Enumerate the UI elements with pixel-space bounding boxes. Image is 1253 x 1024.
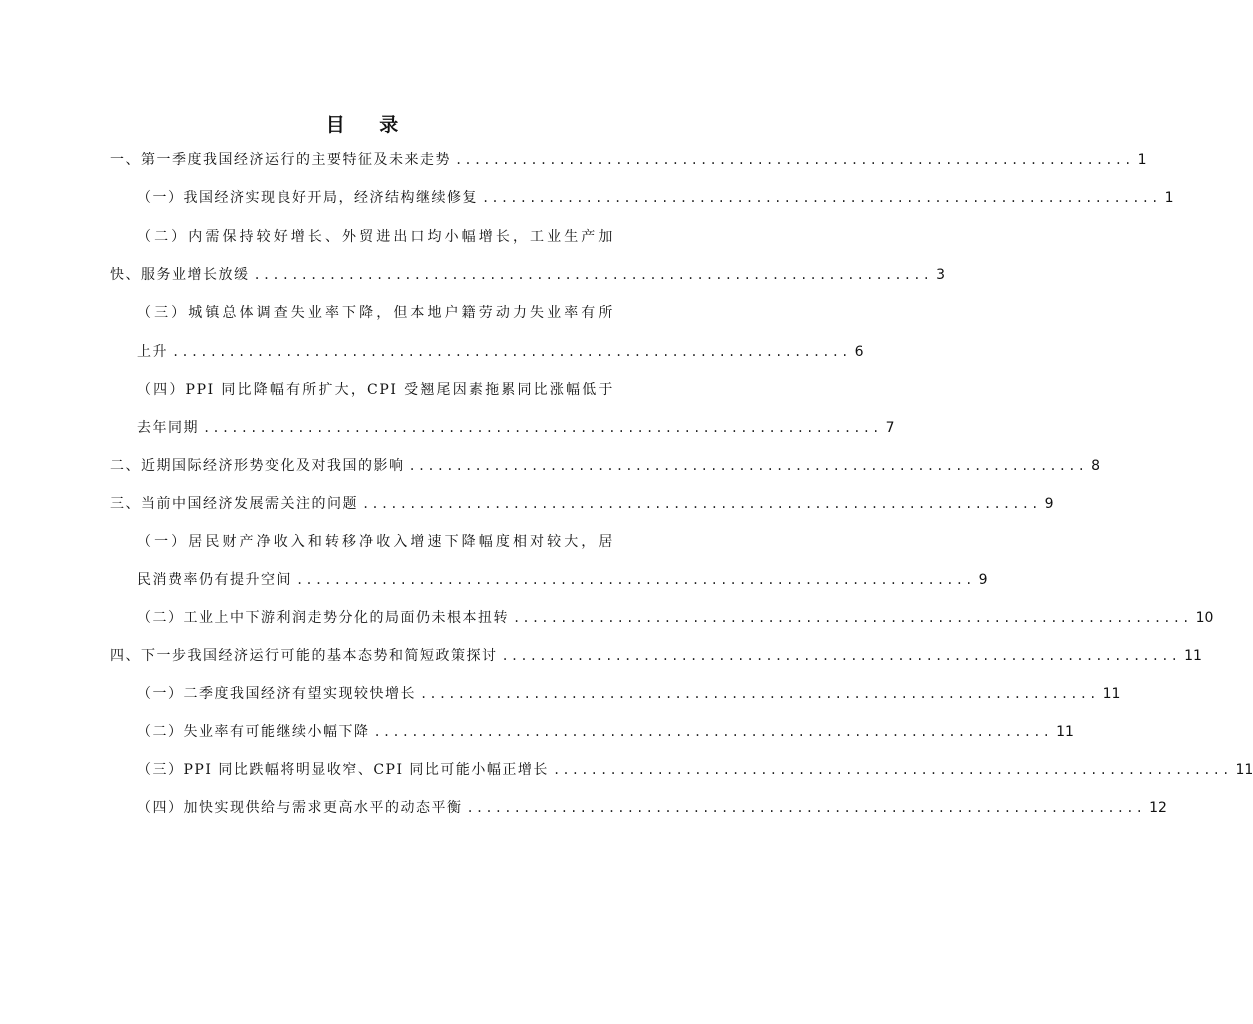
toc-entry[interactable]	[137, 796, 1167, 820]
toc-page-number: 7	[885, 420, 895, 436]
toc-page-number: 9	[1044, 496, 1054, 512]
toc-entry-text: （二）失业率有可能继续小幅下降	[137, 724, 370, 740]
toc-entry-line2[interactable]	[137, 340, 864, 364]
toc-leader-dots: ........................................................................	[296, 573, 975, 587]
toc-entry-text: 一、第一季度我国经济运行的主要特征及未来走势	[110, 152, 451, 168]
toc-leader-dots: ........................................................................	[373, 725, 1053, 739]
toc-entry-text: 三、当前中国经济发展需关注的问题	[110, 496, 358, 512]
toc-entry-text: （三）PPI 同比跌幅将明显收窄、CPI 同比可能小幅正增长	[137, 762, 549, 778]
toc-entry[interactable]	[137, 606, 1214, 630]
toc-leader-dots: ........................................................................	[501, 649, 1181, 663]
toc-leader-dots: ........................................................................	[482, 191, 1161, 205]
toc-entry-line1[interactable]	[137, 378, 614, 402]
toc-entry[interactable]	[110, 492, 1054, 516]
toc-entry-line2[interactable]	[110, 263, 945, 287]
toc-page-number: 1	[1137, 152, 1147, 168]
toc-entry[interactable]	[137, 720, 1074, 744]
toc-page-number: 11	[1102, 686, 1121, 702]
toc-entry-line2[interactable]	[137, 568, 988, 592]
toc-entry-text: 四、下一步我国经济运行可能的基本态势和简短政策探讨	[110, 648, 498, 664]
toc-page-number: 12	[1149, 800, 1167, 816]
toc-page-number: 3	[936, 267, 945, 283]
toc-page-number: 10	[1195, 610, 1214, 626]
toc-entry-text: （二）工业上中下游利润走势分化的局面仍未根本扭转	[137, 610, 509, 626]
toc-entry[interactable]	[110, 454, 1100, 478]
toc-entry-text: 二、近期国际经济形势变化及对我国的影响	[110, 458, 405, 474]
toc-entry-text: 民消费率仍有提升空间	[137, 572, 292, 588]
toc-entry-line2[interactable]	[137, 416, 895, 440]
toc-entry-text: （一）居民财产净收入和转移净收入增速下降幅度相对较大，居	[137, 534, 614, 550]
toc-entry-text: （三）城镇总体调查失业率下降，但本地户籍劳动力失业率有所	[137, 305, 614, 321]
toc-leader-dots: ........................................................................	[455, 153, 1134, 167]
toc-title: 目 录	[325, 114, 413, 136]
toc-leader-dots: ........................................................................	[203, 421, 882, 435]
toc-entry-text: 快、服务业增长放缓	[110, 267, 250, 283]
toc-entry-text: 上升	[137, 344, 168, 360]
toc-entry-text: （四）PPI 同比降幅有所扩大，CPI 受翘尾因素拖累同比涨幅低于	[137, 382, 614, 398]
toc-entry[interactable]	[137, 186, 1174, 210]
toc-leader-dots: ........................................................................	[172, 345, 851, 359]
toc-page-number: 1	[1164, 190, 1174, 206]
toc-page-number: 8	[1091, 458, 1100, 474]
toc-leader-dots: ........................................................................	[408, 459, 1088, 473]
toc-leader-dots: ........................................................................	[552, 763, 1232, 777]
toc-entry[interactable]	[137, 682, 1121, 706]
toc-entry-text: （二）内需保持较好增长、外贸进出口均小幅增长，工业生产加	[137, 229, 614, 245]
toc-page-number: 11	[1056, 724, 1074, 740]
toc-page-number: 11	[1184, 648, 1202, 664]
toc-leader-dots: ........................................................................	[420, 687, 1099, 701]
toc-entry[interactable]	[110, 148, 1147, 172]
toc-page-number: 11	[1235, 762, 1253, 778]
toc-leader-dots: ........................................................................	[513, 611, 1192, 625]
toc-entry[interactable]	[110, 644, 1202, 668]
toc-entry-line1[interactable]	[137, 301, 614, 325]
toc-entry-text: （四）加快实现供给与需求更高水平的动态平衡	[137, 800, 463, 816]
toc-page-number: 9	[978, 572, 988, 588]
toc-entry[interactable]	[137, 758, 1253, 782]
toc-page-number: 6	[854, 344, 864, 360]
toc-entry-line1[interactable]	[137, 225, 614, 249]
toc-entry-text: （一）二季度我国经济有望实现较快增长	[137, 686, 416, 702]
toc-leader-dots: ........................................................................	[253, 268, 933, 282]
toc-entry-text: 去年同期	[137, 420, 199, 436]
toc-entry-line1[interactable]	[137, 530, 614, 554]
toc-entry-text: （一）我国经济实现良好开局，经济结构继续修复	[137, 190, 478, 206]
toc-leader-dots: ........................................................................	[466, 801, 1146, 815]
toc-leader-dots: ........................................................................	[362, 497, 1041, 511]
